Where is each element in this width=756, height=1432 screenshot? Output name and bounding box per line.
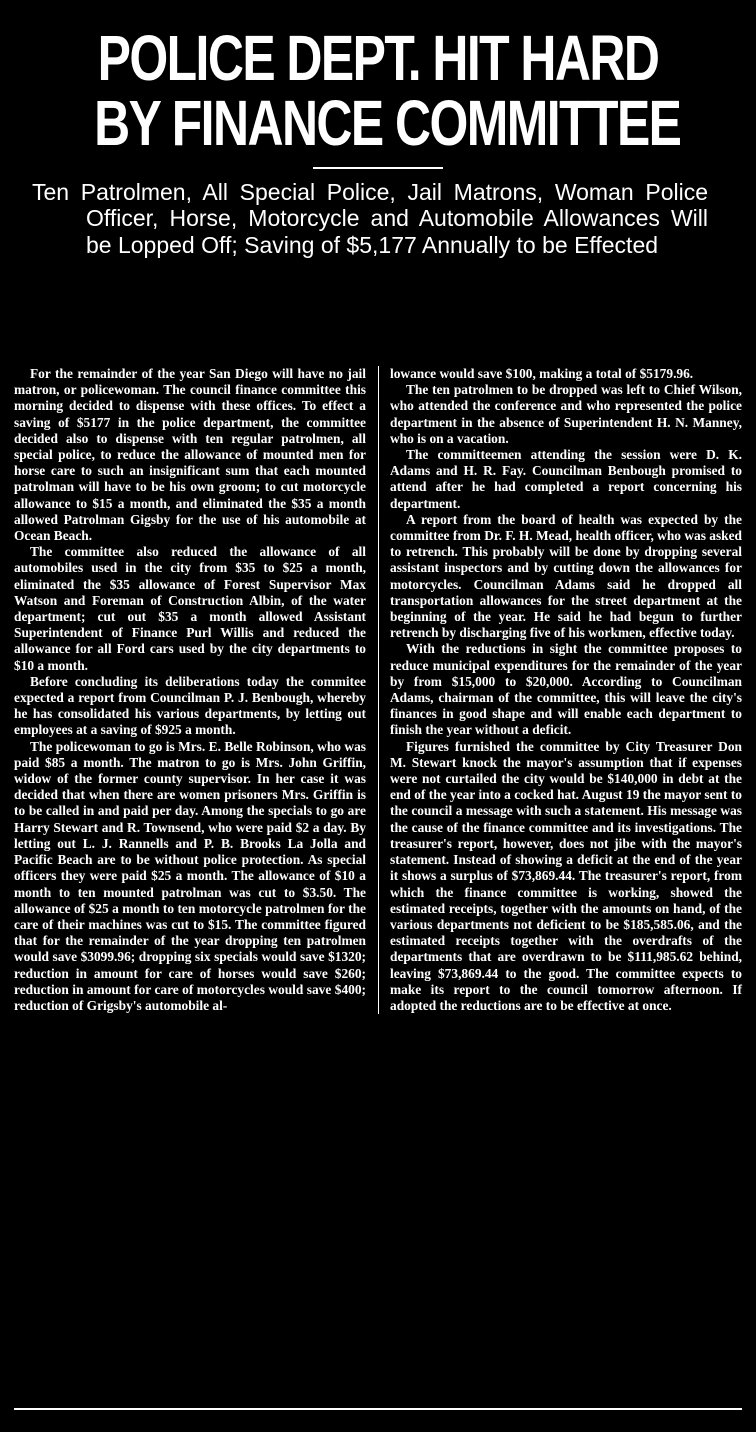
- article-column-left: [14, 366, 366, 1014]
- paragraph: lowance would save $100, making a total of $5179.96.: [390, 366, 694, 381]
- bottom-rule: [14, 1408, 742, 1410]
- paragraph: Before concluding its deliberations today the commitee expected a report from Councilman P. J. Benbough, whereby he has consolidated his various departments, by letting out employees at a saving of $925 a month.: [14, 673, 366, 738]
- paragraph: With the reductions in sight the committee proposes to reduce municipal expenditures for the remainder of the year by from $15,000 to $20,000. According to Councilman Adams, chairman of the committee, this will leave the city's finances in good shape and will enable each department to finish the year without a deficit.: [390, 641, 742, 738]
- headline-line-2: BY FINANCE COMMITTEE: [94, 87, 681, 160]
- article-body: [14, 366, 742, 1014]
- paragraph: A report from the board of health was expected by the committee from Dr. F. H. Mead, health officer, who was asked to retrench. This probably will be done by dropping several assistant inspectors and by cutting down the allowances for motorcycles. Councilman Adams said he dropped all transportation allowances for the street department at the beginning of the year. He said he had begun to further retrench by discharging five of his workmen, effective today.: [390, 511, 742, 641]
- column-divider: [378, 366, 379, 1014]
- subheadline-deck: Ten Patrolmen, All Special Police, Jail Matrons, Woman Police Officer, Horse, Motorcycle and Automobile Allowances Will be Lopped Off; Saving of $5,177 Annually to be Effected: [32, 178, 708, 259]
- headline-line-1: POLICE DEPT. HIT HARD: [97, 22, 659, 94]
- headline: [94, 22, 681, 160]
- headline-divider: [313, 167, 443, 169]
- paragraph: For the remainder of the year San Diego will have no jail matron, or policewoman. The council finance committee this morning decided to dispense with these offices. To effect a saving of $5177 in the police department, the committee decided also to dispense with ten regular patrolmen, all special police, to reduce the allowance of mounted men for horse care to such an insignificant sum that each mounted patrolman will have to be his own groom; to cut motorcycle allowance to $15 a month, and eliminated the $35 a month allowed Patrolman Gigsby for the use of his automobile at Ocean Beach.: [14, 366, 366, 544]
- newspaper-clipping: [14, 14, 742, 1418]
- paragraph: The ten patrolmen to be dropped was left to Chief Wilson, who attended the conference and who represented the police department in the absence of Superintendent H. N. Manney, who is on a vacation.: [390, 382, 742, 446]
- paragraph: The committeemen attending the session were D. K. Adams and H. R. Fay. Councilman Benbough promised to attend after he had completed a report concerning his department.: [390, 447, 742, 511]
- paragraph: The committee also reduced the allowance of all automobiles used in the city from $35 to $25 a month, eliminated the $35 allowance of Forest Supervisor Max Watson and Foreman of Construction Albin, of the water department; cut out $35 a month allowed Assistant Superintendent of Finance Purl Willis and reduced the allowance for all Ford cars used by the city departments to $10 a month.: [14, 544, 366, 673]
- paragraph: Figures furnished the committee by City Treasurer Don M. Stewart knock the mayor's assumption that if expenses were not curtailed the city would be $140,000 in debt at the end of the year into a cocked hat. August 19 the mayor sent to the council a message with such a statement. His message was the cause of the finance committee and its investigations. The treasurer's report, however, does not jibe with the mayor's statement. Instead of showing a deficit at the end of the year it shows a surplus of $73,869.44. The treasurer's report, from which the finance committee is working, showed the estimated receipts, together with the amounts on hand, of the various departments not deficient to be $185,585.06, and the estimated receipts together with the overdrafts of the departments that are overdrawn to be $111,985.62 behind, leaving $73,869.44 to the good. The committee expects to make its report to the council tomorrow afternoon. If adopted the reductions are to be effective at once.: [390, 738, 742, 1013]
- paragraph: The policewoman to go is Mrs. E. Belle Robinson, who was paid $85 a month. The matron to go is Mrs. John Griffin, widow of the former county supervisor. In her case it was decided that when there are women prisoners Mrs. Griffin is to be called in and paid per day. Among the specials to go are Harry Stewart and R. Townsend, who were paid $2 a day. By letting out L. J. Rannells and P. B. Brooks La Jolla and Pacific Beach are to be without police protection. As special officers they were paid $25 a month. The allowance of $10 a month to ten mounted patrolman was cut to $3.50. The allowance of $25 a month to ten motorcycle patrolmen for the care of their machines was cut to $15. The committee figured that for the remainder of the year dropping ten patrolmen would save $3099.96; dropping six specials would save $1320; reduction in amount for care of horses would save $260; reduction in amount for care of motorcycles would save $400; reduction of Grigsby's automobile al-: [14, 738, 366, 1013]
- article-column-right: [390, 366, 742, 1014]
